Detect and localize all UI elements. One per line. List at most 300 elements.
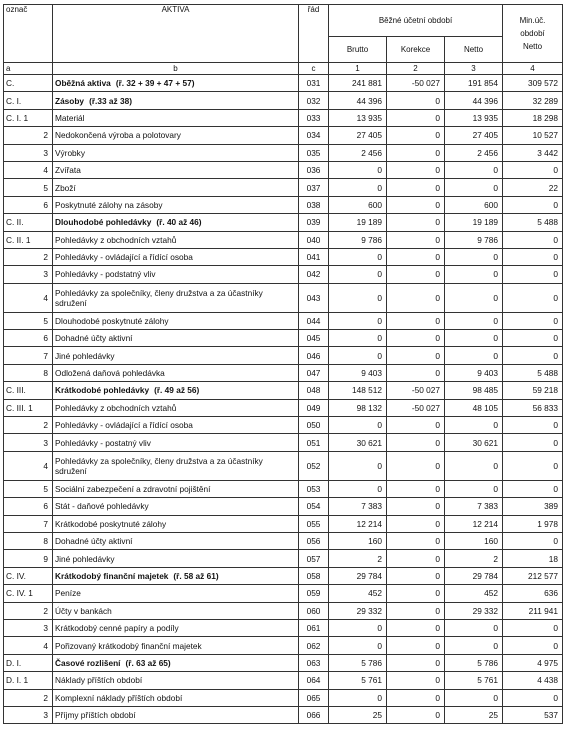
netto-value: 19 189 xyxy=(445,214,503,231)
col-c-title: řád xyxy=(307,5,320,14)
row-number: 041 xyxy=(299,248,329,265)
row-label xyxy=(53,654,299,671)
prev-netto-label: Netto xyxy=(522,42,543,51)
table-row xyxy=(4,399,563,416)
row-label-text: Komplexní náklady příštích období xyxy=(55,692,183,703)
netto-value: 0 xyxy=(445,689,503,706)
col-a-letter: a xyxy=(4,63,53,75)
netto-value: 98 485 xyxy=(445,382,503,399)
row-label xyxy=(53,127,299,144)
row-mark: 6 xyxy=(4,330,53,347)
row-label-text: Poskytnuté zálohy na zásoby xyxy=(55,199,163,210)
brutto-value: 0 xyxy=(329,689,387,706)
row-mark: C. II. xyxy=(4,214,53,231)
row-label-text: Pohledávky - podstatný vliv xyxy=(55,269,156,280)
table-row xyxy=(4,619,563,636)
table-row xyxy=(4,706,563,723)
table-row xyxy=(4,127,563,144)
korekce-value: 0 xyxy=(387,480,445,497)
brutto-value: 0 xyxy=(329,417,387,434)
netto-value: 9 786 xyxy=(445,231,503,248)
row-number: 057 xyxy=(299,550,329,567)
prev-netto-value: 59 218 xyxy=(503,382,563,399)
netto-value: 5 761 xyxy=(445,672,503,689)
row-mark: 7 xyxy=(4,515,53,532)
row-mark: 3 xyxy=(4,434,53,451)
prev-title-2: období xyxy=(520,29,545,38)
netto-value: 0 xyxy=(445,266,503,283)
netto-value: 191 854 xyxy=(445,75,503,92)
prev-netto-value: 0 xyxy=(503,689,563,706)
row-number: 060 xyxy=(299,602,329,619)
brutto-value: 12 214 xyxy=(329,515,387,532)
col-c-letter: c xyxy=(299,63,329,75)
row-formula: (ř. 58 až 61) xyxy=(173,570,219,581)
row-mark: 3 xyxy=(4,266,53,283)
netto-value: 48 105 xyxy=(445,399,503,416)
row-label xyxy=(53,689,299,706)
brutto-value: 44 396 xyxy=(329,92,387,109)
row-number: 055 xyxy=(299,515,329,532)
netto-value: 0 xyxy=(445,330,503,347)
table-row xyxy=(4,161,563,178)
row-label xyxy=(53,109,299,126)
row-label-text: Pohledávky z obchodních vztahů xyxy=(55,402,177,413)
row-mark: 6 xyxy=(4,196,53,213)
netto-value: 0 xyxy=(445,637,503,654)
row-label xyxy=(53,550,299,567)
row-mark: 7 xyxy=(4,347,53,364)
prev-period-header xyxy=(503,5,563,63)
row-number: 034 xyxy=(299,127,329,144)
row-label xyxy=(53,480,299,497)
prev-netto-value: 0 xyxy=(503,417,563,434)
korekce-value: 0 xyxy=(387,196,445,213)
korekce-value: -50 027 xyxy=(387,75,445,92)
brutto-value: 2 xyxy=(329,550,387,567)
korekce-value: 0 xyxy=(387,92,445,109)
netto-value: 7 383 xyxy=(445,498,503,515)
row-mark: C. I. 1 xyxy=(4,109,53,126)
table-row xyxy=(4,266,563,283)
netto-header: Netto xyxy=(445,37,503,63)
table-row xyxy=(4,312,563,329)
row-label xyxy=(53,434,299,451)
row-number: 066 xyxy=(299,706,329,723)
prev-netto-value: 0 xyxy=(503,283,563,312)
netto-value: 0 xyxy=(445,161,503,178)
row-number: 059 xyxy=(299,585,329,602)
brutto-value: 27 405 xyxy=(329,127,387,144)
row-label xyxy=(53,532,299,549)
row-label xyxy=(53,619,299,636)
prev-netto-value: 0 xyxy=(503,231,563,248)
table-row xyxy=(4,532,563,549)
row-mark: 8 xyxy=(4,364,53,381)
row-label-text: Pohledávky za společníky, členy družstva a za účastníky sdružení xyxy=(55,287,263,308)
table-row xyxy=(4,75,563,92)
row-mark: 3 xyxy=(4,706,53,723)
row-label xyxy=(53,196,299,213)
table-body xyxy=(4,75,563,724)
korekce-value: 0 xyxy=(387,585,445,602)
col-2-number: 2 xyxy=(387,63,445,75)
korekce-value: 0 xyxy=(387,231,445,248)
row-mark: 2 xyxy=(4,689,53,706)
brutto-value: 7 383 xyxy=(329,498,387,515)
table-row xyxy=(4,637,563,654)
table-row xyxy=(4,567,563,584)
korekce-value: 0 xyxy=(387,706,445,723)
korekce-value: -50 027 xyxy=(387,399,445,416)
korekce-value: 0 xyxy=(387,532,445,549)
table-row xyxy=(4,480,563,497)
row-label xyxy=(53,364,299,381)
row-label xyxy=(53,283,299,312)
col-b-letter: b xyxy=(53,63,299,75)
row-label-text: Zvířata xyxy=(55,165,81,176)
korekce-value: 0 xyxy=(387,498,445,515)
row-number: 045 xyxy=(299,330,329,347)
row-number: 040 xyxy=(299,231,329,248)
brutto-value: 9 786 xyxy=(329,231,387,248)
table-row xyxy=(4,382,563,399)
row-label xyxy=(53,706,299,723)
brutto-value: 0 xyxy=(329,347,387,364)
row-number: 037 xyxy=(299,179,329,196)
row-label-text: Dlouhodobé pohledávky xyxy=(55,217,152,228)
prev-netto-value: 5 488 xyxy=(503,364,563,381)
row-mark: C. II. 1 xyxy=(4,231,53,248)
table-row xyxy=(4,498,563,515)
row-label xyxy=(53,231,299,248)
row-number: 032 xyxy=(299,92,329,109)
col-3-number: 3 xyxy=(445,63,503,75)
prev-netto-value: 537 xyxy=(503,706,563,723)
row-label xyxy=(53,585,299,602)
netto-value: 0 xyxy=(445,248,503,265)
row-formula: (ř. 40 až 46) xyxy=(156,217,202,228)
korekce-value: 0 xyxy=(387,179,445,196)
brutto-value: 5 786 xyxy=(329,654,387,671)
table-row xyxy=(4,248,563,265)
table-row xyxy=(4,689,563,706)
table-row xyxy=(4,364,563,381)
col-b-title: AKTIVA xyxy=(161,5,190,14)
row-label-text: Krátkodobé pohledávky xyxy=(55,385,150,396)
korekce-value: 0 xyxy=(387,283,445,312)
brutto-value: 0 xyxy=(329,312,387,329)
brutto-value: 0 xyxy=(329,619,387,636)
row-label-text: Stát - daňové pohledávky xyxy=(55,501,149,512)
row-number: 061 xyxy=(299,619,329,636)
prev-netto-value: 0 xyxy=(503,451,563,480)
korekce-header: Korekce xyxy=(387,37,445,63)
row-number: 063 xyxy=(299,654,329,671)
row-label xyxy=(53,144,299,161)
netto-value: 0 xyxy=(445,179,503,196)
brutto-value: 452 xyxy=(329,585,387,602)
row-mark: C. III. xyxy=(4,382,53,399)
row-formula: (ř.33 až 38) xyxy=(89,95,132,106)
row-label-text: Jiné pohledávky xyxy=(55,350,115,361)
col-a-title: označ xyxy=(6,5,28,14)
row-mark: 2 xyxy=(4,602,53,619)
row-mark: 4 xyxy=(4,161,53,178)
korekce-value: 0 xyxy=(387,689,445,706)
prev-netto-value: 18 xyxy=(503,550,563,567)
prev-netto-value: 0 xyxy=(503,434,563,451)
netto-value: 29 784 xyxy=(445,567,503,584)
row-formula: (ř. 49 až 56) xyxy=(154,385,200,396)
korekce-value: 0 xyxy=(387,364,445,381)
prev-netto-value: 212 577 xyxy=(503,567,563,584)
row-mark: 2 xyxy=(4,248,53,265)
brutto-header: Brutto xyxy=(329,37,387,63)
table-row xyxy=(4,179,563,196)
prev-netto-value: 18 298 xyxy=(503,109,563,126)
netto-value: 44 396 xyxy=(445,92,503,109)
row-label-text: Materiál xyxy=(55,112,85,123)
korekce-value: 0 xyxy=(387,417,445,434)
korekce-value: 0 xyxy=(387,161,445,178)
row-mark: 5 xyxy=(4,179,53,196)
prev-netto-value: 309 572 xyxy=(503,75,563,92)
row-mark: 3 xyxy=(4,619,53,636)
korekce-value: 0 xyxy=(387,567,445,584)
prev-netto-value: 32 289 xyxy=(503,92,563,109)
brutto-value: 30 621 xyxy=(329,434,387,451)
prev-netto-value: 0 xyxy=(503,312,563,329)
row-label xyxy=(53,266,299,283)
prev-netto-value: 0 xyxy=(503,330,563,347)
netto-value: 0 xyxy=(445,417,503,434)
netto-value: 27 405 xyxy=(445,127,503,144)
row-number: 062 xyxy=(299,637,329,654)
korekce-value: 0 xyxy=(387,550,445,567)
row-label xyxy=(53,214,299,231)
netto-value: 0 xyxy=(445,347,503,364)
korekce-value: 0 xyxy=(387,602,445,619)
row-mark: 3 xyxy=(4,144,53,161)
row-label xyxy=(53,382,299,399)
row-label-text: Výrobky xyxy=(55,147,85,158)
row-mark: 8 xyxy=(4,532,53,549)
prev-netto-value: 211 941 xyxy=(503,602,563,619)
table-row xyxy=(4,515,563,532)
row-label-text: Jiné pohledávky xyxy=(55,553,115,564)
prev-netto-value: 636 xyxy=(503,585,563,602)
row-label-text: Oběžná aktiva xyxy=(55,78,111,89)
netto-value: 25 xyxy=(445,706,503,723)
row-mark: 9 xyxy=(4,550,53,567)
prev-netto-value: 56 833 xyxy=(503,399,563,416)
table-row xyxy=(4,109,563,126)
brutto-value: 0 xyxy=(329,179,387,196)
korekce-value: 0 xyxy=(387,434,445,451)
current-period-header: Běžné účetní období xyxy=(329,5,503,37)
korekce-value: 0 xyxy=(387,312,445,329)
brutto-value: 29 784 xyxy=(329,567,387,584)
row-label-text: Časové rozlišení xyxy=(55,657,121,668)
prev-netto-value: 0 xyxy=(503,480,563,497)
prev-netto-value: 0 xyxy=(503,347,563,364)
table-row xyxy=(4,602,563,619)
row-label-text: Pohledávky za společníky, členy družstva a za účastníky sdružení xyxy=(55,455,263,476)
prev-netto-value: 0 xyxy=(503,532,563,549)
table-row xyxy=(4,196,563,213)
netto-value: 0 xyxy=(445,451,503,480)
row-label xyxy=(53,312,299,329)
korekce-value: 0 xyxy=(387,214,445,231)
row-label-text: Dohadné účty aktivní xyxy=(55,536,133,547)
netto-value: 29 332 xyxy=(445,602,503,619)
table-row xyxy=(4,451,563,480)
korekce-value: 0 xyxy=(387,144,445,161)
row-number: 038 xyxy=(299,196,329,213)
row-mark: 2 xyxy=(4,127,53,144)
prev-title-1: Min.úč. xyxy=(519,16,546,25)
row-number: 043 xyxy=(299,283,329,312)
row-number: 051 xyxy=(299,434,329,451)
table-row xyxy=(4,144,563,161)
table-row xyxy=(4,417,563,434)
brutto-value: 0 xyxy=(329,480,387,497)
korekce-value: 0 xyxy=(387,515,445,532)
table-row xyxy=(4,283,563,312)
row-label xyxy=(53,399,299,416)
row-label xyxy=(53,161,299,178)
netto-value: 0 xyxy=(445,619,503,636)
korekce-value: 0 xyxy=(387,672,445,689)
col-b-header xyxy=(53,5,299,63)
korekce-value: 0 xyxy=(387,451,445,480)
row-mark: 4 xyxy=(4,283,53,312)
aktiva-table xyxy=(3,4,563,724)
row-label xyxy=(53,672,299,689)
row-mark: C. xyxy=(4,75,53,92)
brutto-value: 241 881 xyxy=(329,75,387,92)
row-mark: 5 xyxy=(4,480,53,497)
row-number: 039 xyxy=(299,214,329,231)
netto-value: 0 xyxy=(445,312,503,329)
row-mark: 5 xyxy=(4,312,53,329)
row-label xyxy=(53,347,299,364)
row-label xyxy=(53,417,299,434)
row-number: 056 xyxy=(299,532,329,549)
korekce-value: 0 xyxy=(387,347,445,364)
brutto-value: 0 xyxy=(329,248,387,265)
brutto-value: 160 xyxy=(329,532,387,549)
prev-netto-value: 0 xyxy=(503,161,563,178)
row-number: 050 xyxy=(299,417,329,434)
row-label-text: Peníze xyxy=(55,588,81,599)
row-mark: D. I. 1 xyxy=(4,672,53,689)
netto-value: 30 621 xyxy=(445,434,503,451)
prev-netto-value: 0 xyxy=(503,248,563,265)
prev-netto-value: 0 xyxy=(503,637,563,654)
korekce-value: 0 xyxy=(387,266,445,283)
netto-value: 2 456 xyxy=(445,144,503,161)
row-number: 052 xyxy=(299,451,329,480)
brutto-value: 0 xyxy=(329,161,387,178)
table-row xyxy=(4,347,563,364)
netto-value: 160 xyxy=(445,532,503,549)
prev-netto-value: 1 978 xyxy=(503,515,563,532)
row-mark: 6 xyxy=(4,498,53,515)
row-label xyxy=(53,179,299,196)
row-label xyxy=(53,515,299,532)
row-label xyxy=(53,330,299,347)
row-label-text: Odložená daňová pohledávka xyxy=(55,368,165,379)
row-label-text: Pohledávky - ovládající a řídící osoba xyxy=(55,252,193,263)
row-label-text: Krátkodobý cenné papíry a podíly xyxy=(55,623,179,634)
netto-value: 5 786 xyxy=(445,654,503,671)
row-mark: C. IV. 1 xyxy=(4,585,53,602)
table-row xyxy=(4,672,563,689)
table-row xyxy=(4,434,563,451)
korekce-value: 0 xyxy=(387,127,445,144)
row-label-text: Krátkodobý finanční majetek xyxy=(55,570,169,581)
row-mark: D. I. xyxy=(4,654,53,671)
row-label-text: Zboží xyxy=(55,182,76,193)
brutto-value: 9 403 xyxy=(329,364,387,381)
brutto-value: 98 132 xyxy=(329,399,387,416)
row-label xyxy=(53,637,299,654)
netto-value: 12 214 xyxy=(445,515,503,532)
netto-value: 2 xyxy=(445,550,503,567)
table-row xyxy=(4,330,563,347)
col-c-header xyxy=(299,5,329,63)
row-label-text: Pohledávky - postatný vliv xyxy=(55,437,151,448)
korekce-value: 0 xyxy=(387,248,445,265)
col-4-number: 4 xyxy=(503,63,563,75)
netto-value: 9 403 xyxy=(445,364,503,381)
row-label-text: Dohadné účty aktivní xyxy=(55,333,133,344)
row-mark: 4 xyxy=(4,451,53,480)
brutto-value: 19 189 xyxy=(329,214,387,231)
brutto-value: 0 xyxy=(329,330,387,347)
row-label-text: Náklady příštích období xyxy=(55,675,143,686)
prev-netto-value: 5 488 xyxy=(503,214,563,231)
table-row xyxy=(4,214,563,231)
brutto-value: 2 456 xyxy=(329,144,387,161)
table-row xyxy=(4,585,563,602)
prev-netto-value: 0 xyxy=(503,196,563,213)
brutto-value: 0 xyxy=(329,266,387,283)
row-label-text: Příjmy příštích období xyxy=(55,710,136,721)
prev-netto-value: 0 xyxy=(503,266,563,283)
row-formula: (ř. 63 až 65) xyxy=(125,657,171,668)
col-1-number: 1 xyxy=(329,63,387,75)
row-label-text: Sociální zabezpečení a zdravotní pojištění xyxy=(55,484,211,494)
row-label xyxy=(53,567,299,584)
row-mark: 2 xyxy=(4,417,53,434)
netto-value: 452 xyxy=(445,585,503,602)
netto-value: 0 xyxy=(445,283,503,312)
prev-netto-value: 0 xyxy=(503,619,563,636)
korekce-value: 0 xyxy=(387,619,445,636)
prev-netto-value: 4 975 xyxy=(503,654,563,671)
row-number: 044 xyxy=(299,312,329,329)
prev-netto-value: 4 438 xyxy=(503,672,563,689)
row-mark: C. III. 1 xyxy=(4,399,53,416)
row-label-text: Nedokončená výroba a polotovary xyxy=(55,130,181,141)
brutto-value: 0 xyxy=(329,637,387,654)
brutto-value: 13 935 xyxy=(329,109,387,126)
row-label xyxy=(53,75,299,92)
prev-netto-value: 3 442 xyxy=(503,144,563,161)
